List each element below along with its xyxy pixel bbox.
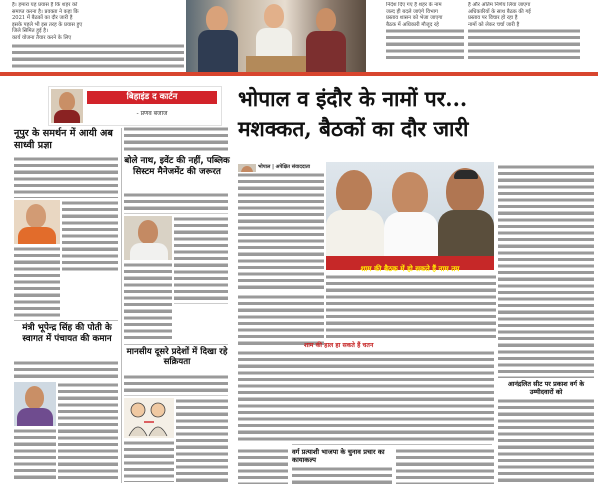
top-text-line: इसके पहले भी इस तरह के प्रयास हुए bbox=[12, 21, 83, 28]
top-text-line: जिले सिमित हुई है। bbox=[12, 28, 48, 35]
left-story-1-body bbox=[14, 156, 118, 198]
main-byline: भोपाल | अपेक्षित संवाददाता bbox=[258, 164, 310, 170]
middle-story-2-body-3 bbox=[124, 440, 174, 482]
top-text-line: 2021 में बैठकों का दौर जारी है bbox=[12, 15, 73, 22]
main-body-full bbox=[238, 350, 494, 442]
top-text-line: नामों को लेकर चर्चा जारी है bbox=[468, 21, 520, 28]
top-text-line: प्रस्ताव पर विचार हो रहा है bbox=[468, 15, 518, 22]
middle-story-2-headline: मानसीय दूसरे प्रदेशों में दिखा रहे सक्रियता bbox=[126, 347, 228, 368]
main-photo-caption bbox=[326, 256, 494, 273]
main-photo-politicians bbox=[326, 162, 494, 270]
middle-story-1-photo bbox=[124, 216, 172, 260]
top-photo-people bbox=[186, 0, 366, 74]
middle-story-2-body bbox=[124, 374, 228, 396]
middle-story-1-body-2 bbox=[174, 216, 228, 304]
left-story-2-photo bbox=[14, 382, 56, 426]
cartoon-box bbox=[48, 86, 222, 126]
top-text-line: प्रस्ताव शासन को भेजा जाएगा bbox=[386, 15, 443, 22]
left-story-1-body-2 bbox=[62, 200, 118, 272]
cartoon-box-byline: - प्रणव बजाज bbox=[136, 110, 168, 117]
middle-story-2-cartoon bbox=[124, 398, 174, 438]
cartoon-box-title: बिहाइंड द कार्टन bbox=[87, 91, 217, 104]
main-bottom-left-body bbox=[238, 448, 288, 484]
main-sub-story-body bbox=[292, 466, 392, 484]
top-strip-border bbox=[0, 72, 598, 76]
middle-story-2-body-2 bbox=[176, 398, 228, 482]
middle-story-1-body bbox=[124, 192, 228, 214]
main-highlight-phrase: शाम की हाल हा सकते हैं चतन bbox=[304, 342, 374, 349]
top-text-line: कार्य योजना तैयार करने के लिए bbox=[12, 34, 72, 41]
main-right-body bbox=[498, 164, 594, 378]
left-story-1-photo bbox=[14, 200, 60, 244]
top-text-line: जल्द ही बदले जाएंगे विभाग bbox=[386, 8, 438, 15]
left-story-1-body-3 bbox=[14, 246, 60, 318]
main-body-under-photo bbox=[326, 274, 496, 338]
middle-top-body bbox=[124, 126, 228, 152]
top-col-4 bbox=[468, 2, 580, 66]
top-text-line: हैं। हमारा यह प्रयास है कि शहर को bbox=[12, 2, 78, 8]
middle-story-1-headline: बोले नाथ, इवेंट की नहीं, पब्लिक सिस्टम मैनेजमेंट की जरूरत bbox=[124, 156, 230, 177]
top-text-line: बैठक में अधिकारी मौजूद रहे bbox=[386, 21, 439, 28]
main-headline-line-2: मशक्कत, बैठकों का दौर जारी bbox=[238, 116, 469, 141]
left-story-2-body-2 bbox=[58, 382, 118, 482]
top-text-line: समाप्त करना है। प्रवक्ता ने कहा कि bbox=[12, 8, 79, 15]
left-story-2-body bbox=[14, 360, 118, 380]
main-sub-story-headline: वर्ग प्रत्याशी भाजपा के चुनाव प्रचार का कायाकल्प bbox=[292, 448, 385, 465]
main-headline-line-1: भोपाल व इंदौर के नामों पर... bbox=[238, 86, 468, 111]
photo-caption-text: शाम की बैठक में हो सकते हैं नाम तय bbox=[360, 264, 460, 273]
cartoonist-photo bbox=[51, 89, 83, 123]
left-story-1-headline: नूपुर के समर्थन में आयी अब साध्वी प्रज्ञा bbox=[14, 128, 113, 151]
top-text-line: निर्देश दिए गए हैं शहर के नाम bbox=[386, 2, 442, 8]
main-side-subhead: आनंद्रलित सीट पर प्रकाश वर्ग के उम्मीदवारों को bbox=[507, 380, 585, 396]
top-text-line: अधिकारियों के साथ बैठक की गई bbox=[468, 8, 531, 15]
middle-story-1-body-3 bbox=[124, 262, 172, 340]
top-col-1 bbox=[12, 2, 184, 70]
main-right-body-2 bbox=[498, 398, 594, 482]
top-text-line: है और अंतिम निर्णय लिया जाएगा bbox=[468, 2, 531, 8]
left-story-2-headline: मंत्री भूपेन्द्र सिंह की पोती के स्वागत में पंचायत की कमान bbox=[22, 323, 112, 344]
main-story bbox=[232, 80, 598, 487]
left-column bbox=[0, 80, 232, 487]
top-col-3 bbox=[386, 2, 464, 66]
main-body-left-2 bbox=[238, 294, 324, 346]
top-strip bbox=[0, 0, 598, 78]
left-story-2-body-3 bbox=[14, 428, 56, 482]
main-intro-body bbox=[238, 172, 324, 292]
main-sub-story-body-2 bbox=[396, 448, 494, 484]
